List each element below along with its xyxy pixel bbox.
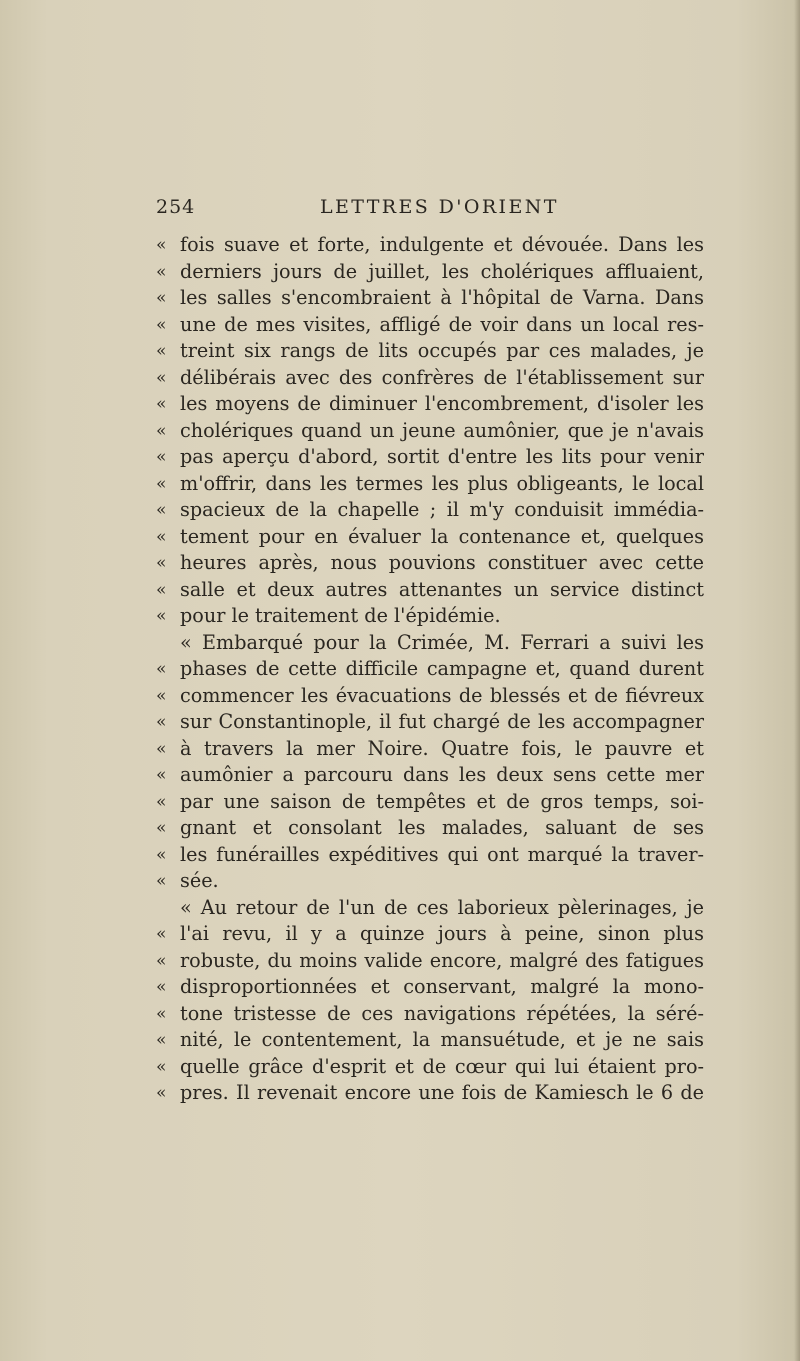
text-line — [156, 444, 704, 471]
text-line — [156, 762, 704, 789]
text-line — [156, 524, 704, 551]
guillemet-mark: « — [156, 712, 167, 732]
line-text: par une saison de tempêtes et de gros temps, soi- — [180, 789, 704, 813]
text-line — [156, 1001, 704, 1028]
line-text: pas aperçu d'abord, sortit d'entre les lits pour venir — [180, 445, 704, 468]
text-line — [156, 338, 704, 365]
line-text: l'ai revu, il y a quinze jours à peine, sinon plus — [180, 922, 704, 945]
guillemet-mark: « — [156, 606, 167, 626]
line-text: quelle grâce d'esprit et de cœur qui lui étaient pro- — [180, 1054, 704, 1078]
text-line — [156, 232, 704, 259]
text-line — [156, 895, 704, 922]
text-line — [156, 550, 704, 577]
body-text — [156, 232, 704, 1107]
guillemet-mark: « — [156, 1083, 167, 1103]
guillemet-mark: « — [156, 394, 167, 414]
guillemet-mark: « — [156, 341, 167, 361]
line-text: spacieux de la chapelle ; il m'y conduisit immédia- — [180, 498, 704, 521]
line-text: aumônier a parcouru dans les deux sens cette mer — [180, 763, 704, 786]
guillemet-mark: « — [156, 765, 167, 785]
guillemet-mark: « — [156, 871, 167, 891]
text-line — [156, 683, 704, 710]
guillemet-mark: « — [156, 659, 167, 679]
line-text: tement pour en évaluer la contenance et, quelques — [180, 524, 704, 548]
text-line — [156, 736, 704, 763]
text-line — [156, 630, 704, 657]
text-line — [156, 418, 704, 445]
running-header — [156, 196, 704, 222]
line-text: pour le traitement de l'épidémie. — [180, 604, 501, 627]
guillemet-mark: « — [156, 288, 167, 308]
guillemet-mark: « — [156, 924, 167, 944]
line-text: nité, le contentement, la mansuétude, et je ne sais — [180, 1028, 704, 1051]
text-line — [156, 365, 704, 392]
running-title: LETTRES D'ORIENT — [320, 196, 559, 218]
text-line — [156, 842, 704, 869]
guillemet-mark: « — [156, 447, 167, 467]
text-line — [156, 709, 704, 736]
text-line — [156, 1027, 704, 1054]
text-line — [156, 815, 704, 842]
guillemet-mark: « — [156, 977, 167, 997]
line-text: treint six rangs de lits occupés par ces malades, je — [180, 339, 704, 362]
text-line — [156, 577, 704, 604]
line-text: derniers jours de juillet, les cholériques affluaient, — [180, 259, 704, 283]
guillemet-mark: « — [156, 685, 167, 706]
guillemet-mark: « — [156, 500, 167, 520]
guillemet-mark: « — [156, 844, 167, 865]
line-text: sur Constantinople, il fut chargé de les accompagner — [180, 710, 704, 733]
guillemet-mark: « — [156, 1030, 167, 1050]
text-line — [156, 1080, 704, 1107]
guillemet-mark: « — [156, 791, 167, 812]
line-text: m'offrir, dans les termes les plus obligeants, le local — [180, 471, 704, 495]
line-text: les moyens de diminuer l'encombrement, d'isoler les — [180, 392, 704, 415]
text-line — [156, 656, 704, 683]
line-text: gnant et consolant les malades, saluant de ses — [180, 816, 704, 839]
text-line — [156, 497, 704, 524]
line-text: salle et deux autres attenantes un service distinct — [180, 577, 704, 601]
guillemet-mark: « — [156, 579, 167, 600]
line-text: tone tristesse de ces navigations répétées, la séré- — [180, 1001, 704, 1025]
guillemet-mark: « — [156, 818, 167, 838]
line-text: robuste, du moins valide encore, malgré des fatigues — [180, 948, 704, 972]
text-line — [156, 974, 704, 1001]
guillemet-mark: « — [156, 235, 167, 255]
line-text: sée. — [180, 869, 219, 892]
line-text: disproportionnées et conservant, malgré la mono- — [180, 975, 704, 998]
line-text: une de mes visites, affligé de voir dans un local res- — [180, 312, 704, 336]
text-line — [156, 921, 704, 948]
line-text: les funérailles expéditives qui ont marqué la traver- — [180, 842, 704, 866]
text-line — [156, 603, 704, 630]
line-text: pres. Il revenait encore une fois de Kamiesch le 6 de — [180, 1081, 704, 1104]
guillemet-mark: « — [156, 950, 167, 971]
line-text: délibérais avec des confrères de l'établissement sur — [180, 365, 704, 389]
text-line — [156, 868, 704, 895]
text-line — [156, 471, 704, 498]
guillemet-mark: « — [156, 261, 167, 282]
line-text: les salles s'encombraient à l'hôpital de Varna. Dans — [180, 286, 704, 309]
text-line — [156, 391, 704, 418]
guillemet-mark: « — [156, 553, 167, 573]
line-text: heures après, nous pouvions constituer avec cette — [180, 551, 704, 574]
text-line — [156, 789, 704, 816]
page-edge-shadow — [794, 0, 800, 1361]
text-line — [156, 312, 704, 339]
text-line — [156, 285, 704, 312]
line-text: « Au retour de l'un de ces laborieux pèlerinages, je — [180, 895, 704, 919]
text-line — [156, 259, 704, 286]
guillemet-mark: « — [156, 738, 167, 759]
line-text: cholériques quand un jeune aumônier, que je n'avais — [180, 418, 704, 442]
guillemet-mark: « — [156, 1003, 167, 1024]
guillemet-mark: « — [156, 367, 167, 388]
guillemet-mark: « — [156, 526, 167, 547]
page-number: 254 — [156, 196, 196, 218]
guillemet-mark: « — [156, 473, 167, 494]
text-line — [156, 948, 704, 975]
line-text: à travers la mer Noire. Quatre fois, le pauvre et — [180, 736, 704, 760]
line-text: phases de cette difficile campagne et, quand durent — [180, 657, 704, 680]
line-text: fois suave et forte, indulgente et dévouée. Dans les — [180, 233, 704, 256]
line-text: « Embarqué pour la Crimée, M. Ferrari a suivi les — [180, 630, 704, 654]
guillemet-mark: « — [156, 1056, 167, 1077]
guillemet-mark: « — [156, 314, 167, 335]
text-line — [156, 1054, 704, 1081]
line-text: commencer les évacuations de blessés et de fiévreux — [180, 683, 704, 707]
guillemet-mark: « — [156, 420, 167, 441]
